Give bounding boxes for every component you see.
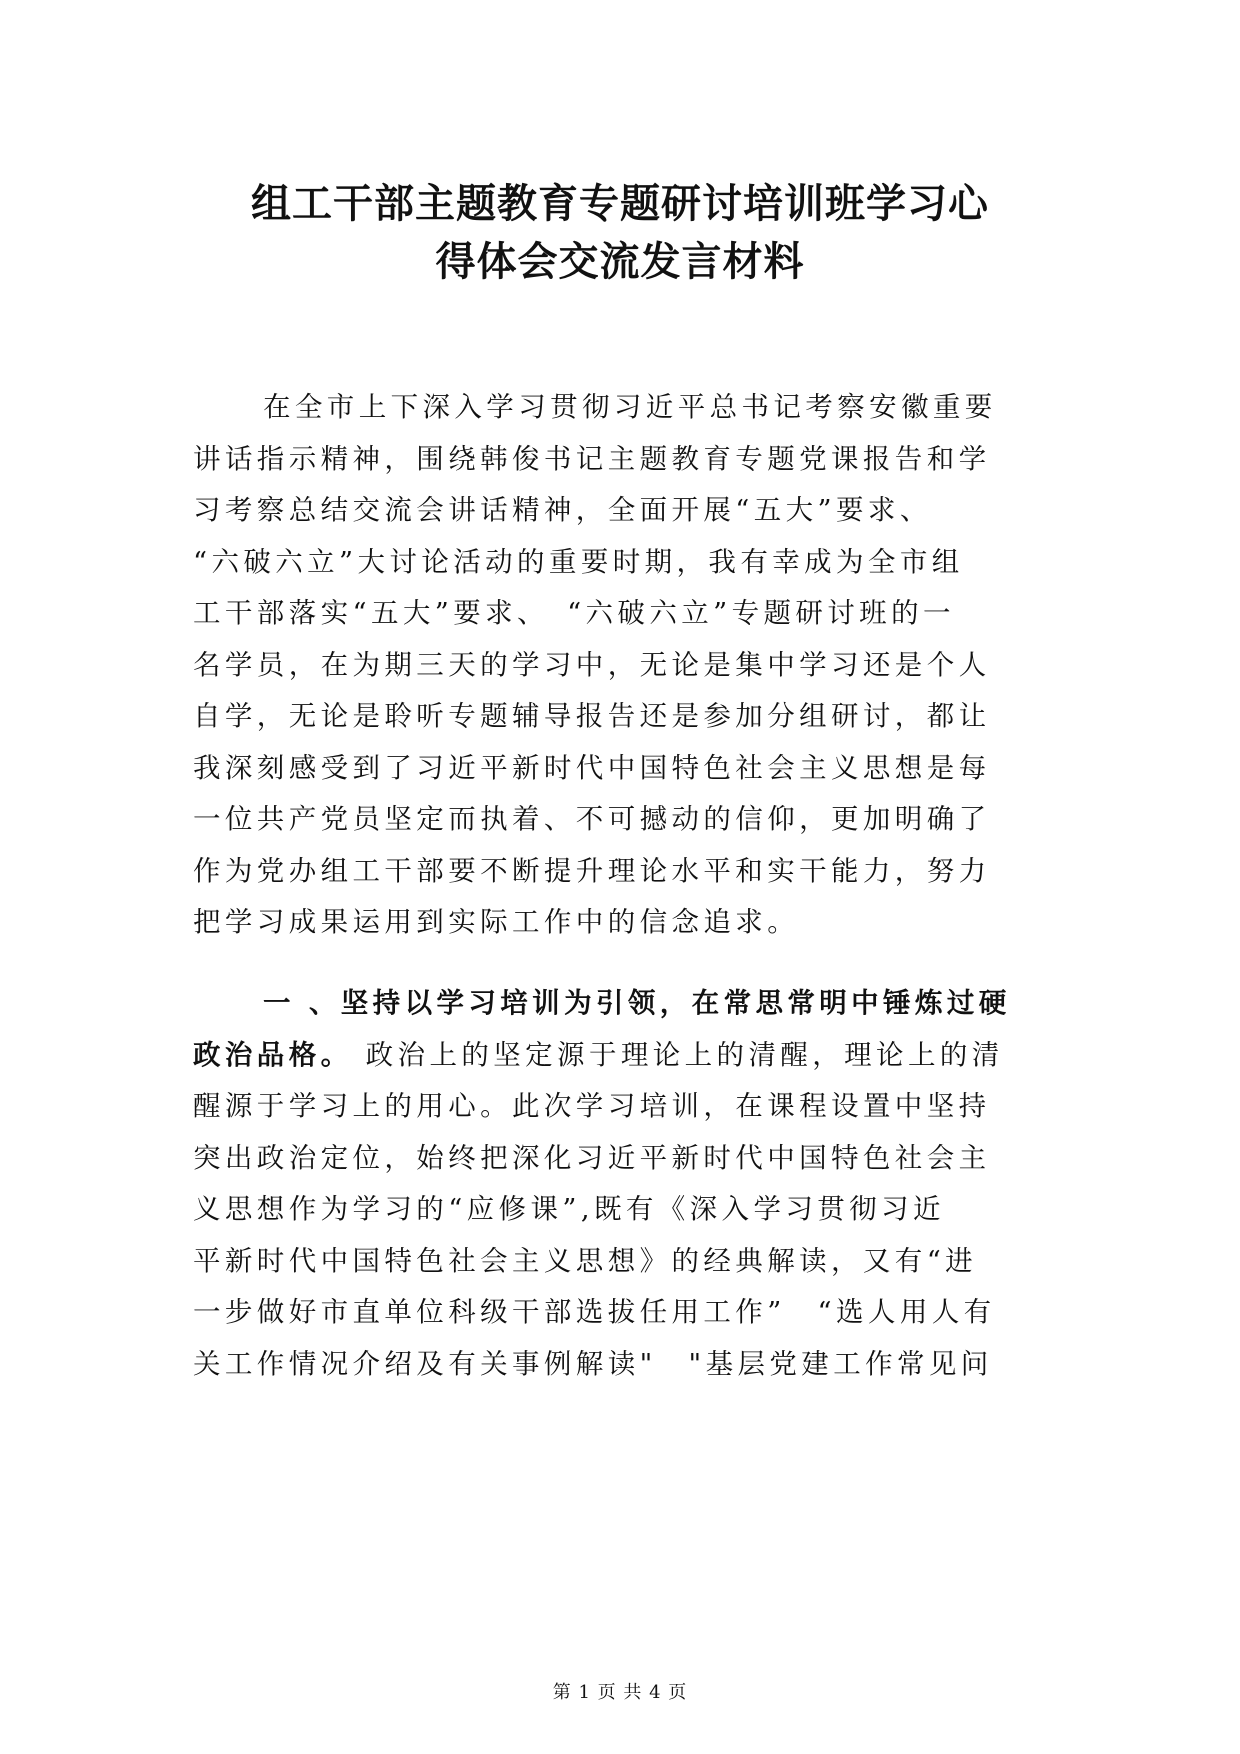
paragraph-line: “六破六立”大讨论活动的重要时期，我有幸成为全市组	[193, 545, 964, 578]
paragraph-text: 政治上的坚定源于理论上的清醒，理论上的清	[352, 1038, 1004, 1071]
document-title	[150, 175, 1090, 291]
paragraph-line: 在全市上下深入学习贯彻习近平总书记考察安徽重要	[263, 391, 997, 423]
paragraph-line: 平新时代中国特色社会主义思想》的经典解读，又有“进	[193, 1244, 978, 1277]
paragraph-line: 醒源于学习上的用心。此次学习培训，在课程设置中坚持	[193, 1090, 991, 1122]
title-line-1: 组工干部主题教育专题研讨培训班学习心	[251, 180, 989, 227]
paragraph-line: 习考察总结交流会讲话精神，全面开展“五大”要求、	[193, 494, 932, 526]
title-line-2: 得体会交流发言材料	[435, 238, 805, 285]
paragraph-line: 义思想作为学习的“应修课”,既有《深入学习贯彻习近	[193, 1193, 945, 1225]
paragraph-line: 自学，无论是聆听专题辅导报告还是参加分组研讨，都让	[193, 700, 991, 732]
paragraph-line	[193, 1030, 1053, 1082]
paragraph-line: 名学员，在为期三天的学习中，无论是集中学习还是个人	[193, 648, 991, 681]
page-number: 第 1 页 共 4 页	[552, 1682, 688, 1703]
paragraph-line: 我深刻感受到了习近平新时代中国特色社会主义思想是每	[193, 751, 991, 784]
section-heading: 一 、坚持以学习培训为引领，在常思常明中锤炼过硬	[263, 987, 1011, 1019]
paragraph-section-1	[193, 978, 1053, 1390]
paragraph-line: 突出政治定位，始终把深化习近平新时代中国特色社会主	[193, 1141, 991, 1174]
paragraph-intro	[193, 382, 1053, 949]
paragraph-line: 作为党办组工干部要不断提升理论水平和实干能力，努力	[193, 854, 991, 887]
paragraph-line: 把学习成果运用到实际工作中的信念追求。	[193, 906, 800, 938]
paragraph-line: 关工作情况介绍及有关事例解读" "基层党建工作常见问	[193, 1347, 993, 1380]
paragraph-line: 一位共产党员坚定而执着、不可撼动的信仰，更加明确了	[193, 803, 991, 835]
paragraph-line: 工干部落实“五大”要求、 “六破六立”专题研讨班的一	[193, 597, 955, 629]
paragraph-line: 讲话指示精神，围绕韩俊书记主题教育专题党课报告和学	[193, 442, 991, 475]
paragraph-line: 一步做好市直单位科级干部选拔任用工作” “选人用人有	[193, 1296, 996, 1328]
section-heading-end: 政治品格。	[193, 1038, 353, 1071]
